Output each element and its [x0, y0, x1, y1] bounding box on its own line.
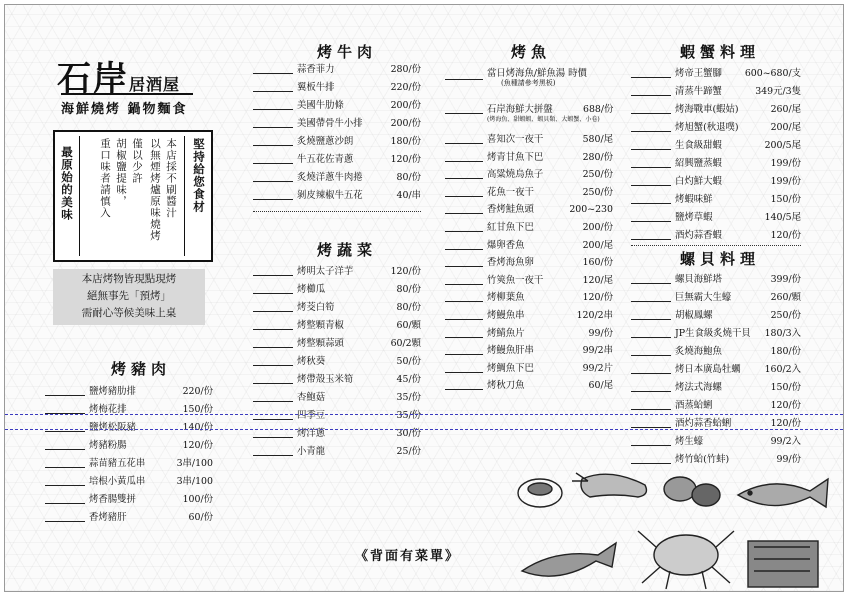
crab-icon — [654, 535, 718, 575]
veg-item-price: 35/份 — [396, 392, 421, 403]
fish-item-name: 烤秋刀魚 — [487, 380, 525, 392]
section-title-crab: 蝦蟹料理 — [680, 43, 761, 61]
order-blank — [445, 213, 483, 214]
pork-item — [45, 455, 213, 473]
pork-item-name: 鹽烤豬肋排 — [89, 386, 136, 397]
beef-item-price: 80/份 — [396, 172, 421, 183]
beef-item-price: 40/串 — [396, 190, 421, 201]
shrimp-icon — [581, 474, 646, 497]
crab-item-price: 150/份 — [770, 194, 801, 205]
fish-item-price: 200/尾 — [582, 239, 613, 251]
veg-item-name: 烤茭白筍 — [297, 302, 335, 313]
crab-item-price: 600~680/支 — [744, 68, 801, 79]
crab-item-name: 烤蝦味鮮 — [675, 194, 713, 205]
order-blank — [631, 221, 671, 222]
order-blank — [445, 249, 483, 250]
shell-item-price: 120/份 — [770, 400, 801, 411]
crab-item-price: 140/5尾 — [764, 212, 801, 223]
crab-item-name: 生食級甜蝦 — [675, 140, 722, 151]
fish-item — [445, 149, 613, 167]
order-blank — [445, 354, 483, 355]
print-guide-line-1 — [5, 414, 843, 415]
order-blank — [631, 185, 671, 186]
order-blank — [631, 283, 671, 284]
logo-main-text: 石岸 — [57, 59, 129, 99]
veg-item — [253, 299, 421, 317]
order-blank — [445, 266, 483, 267]
section-title-pork: 烤豬肉 — [111, 360, 172, 378]
fish-item-price: 120/份 — [582, 292, 613, 304]
crab-item-name: 烤旭蟹(秋退噗) — [675, 122, 739, 133]
order-blank — [631, 113, 671, 114]
fish-special-2-blank — [445, 113, 483, 114]
shell-item-name: 螺貝海鮮塔 — [675, 274, 722, 285]
pork-item-name: 烤豬粉腸 — [89, 440, 127, 451]
order-blank — [253, 311, 293, 312]
crab-item-price: 200/5尾 — [764, 140, 801, 151]
beef-item — [253, 61, 421, 79]
order-blank — [445, 284, 483, 285]
order-blank — [445, 178, 483, 179]
shell-item — [631, 307, 801, 325]
intro-divider-left — [79, 136, 80, 256]
order-blank — [45, 503, 85, 504]
veg-list — [253, 263, 421, 461]
beef-item-name: 炙燒洋蔥牛肉捲 — [297, 172, 363, 183]
beef-item-name: 美國帶骨牛小排 — [297, 118, 363, 129]
crab-item — [631, 155, 801, 173]
notice-box — [53, 269, 205, 325]
crab-item-price: 349元/3隻 — [755, 86, 801, 97]
order-blank — [445, 161, 483, 162]
fish-item — [445, 219, 613, 237]
shell-item-price: 160/2入 — [764, 364, 801, 375]
order-blank — [631, 355, 671, 356]
order-blank — [631, 131, 671, 132]
intro-col-1: 堅持給您食材 — [192, 138, 206, 213]
veg-item-name: 烤帶殼玉米筍 — [297, 374, 354, 385]
order-blank — [253, 91, 293, 92]
pork-item-name: 烤香腸雙拼 — [89, 494, 136, 505]
crab-item-price: 199/份 — [770, 176, 801, 187]
order-blank — [631, 319, 671, 320]
pork-item-price: 3串/100 — [176, 458, 213, 469]
veg-item-name: 四季豆 — [297, 410, 326, 421]
fish-item — [445, 166, 613, 184]
pork-list — [45, 383, 213, 527]
beef-item-price: 280/份 — [390, 64, 421, 75]
order-blank — [445, 372, 483, 373]
intro-col-7: 最原始的美味 — [60, 146, 74, 221]
beef-item — [253, 187, 421, 205]
fish-list — [445, 131, 613, 395]
seafood-illustration — [510, 467, 840, 591]
notice-line-1: 本店烤物皆現點現烤 — [81, 273, 177, 285]
veg-item-price: 60/顆 — [396, 320, 421, 331]
fish-item-name: 香烤海魚卵 — [487, 257, 534, 269]
fish-item-name: 烤青甘魚下巴 — [487, 151, 544, 163]
order-blank — [631, 337, 671, 338]
order-blank — [631, 239, 671, 240]
veg-item-price: 30/份 — [396, 428, 421, 439]
fish-item-name: 烤鯛魚下巴 — [487, 362, 534, 374]
shell-item-name: JP生食級炙燒干貝 — [675, 328, 751, 339]
order-blank — [253, 127, 293, 128]
fish-special-2-name: 石岸海鮮大拼盤 — [487, 104, 553, 115]
shell-item — [631, 361, 801, 379]
pork-item-price: 100/份 — [182, 494, 213, 505]
fish-special-2-note: (烤海魚、甜蝦蝦、蝦貝類、大蝦蟹、小卷) — [487, 116, 600, 123]
veg-item-name: 小青龍 — [297, 446, 326, 457]
crab-item — [631, 173, 801, 191]
shell-item-price: 260/顆 — [770, 292, 801, 303]
veg-item — [253, 263, 421, 281]
order-blank — [253, 275, 293, 276]
order-blank — [631, 391, 671, 392]
beef-item — [253, 79, 421, 97]
fish-item — [445, 325, 613, 343]
intro-col-6: 重口味者請慎入 — [99, 138, 111, 219]
beef-item — [253, 151, 421, 169]
print-guide-line-2 — [5, 429, 843, 430]
crab-item — [631, 101, 801, 119]
order-blank — [631, 167, 671, 168]
order-blank — [445, 196, 483, 197]
fish-item-name: 烤鰻魚肝串 — [487, 345, 534, 357]
pork-item-name: 鹽烤松阪豬 — [89, 422, 136, 433]
order-blank — [631, 301, 671, 302]
shell-item — [631, 325, 801, 343]
fish-item-name: 花魚一夜干 — [487, 186, 534, 198]
order-blank — [253, 181, 293, 182]
fish-item — [445, 237, 613, 255]
pork-item-name: 培根小黃瓜串 — [89, 476, 146, 487]
shell-item — [631, 397, 801, 415]
fish-item-name: 香烤鮭魚頭 — [487, 204, 534, 216]
shell-item — [631, 343, 801, 361]
shell-item-name: 酒蒸蛤蜊 — [675, 400, 713, 411]
shell-item-price: 99/2入 — [770, 436, 801, 447]
veg-item-name: 烤秋葵 — [297, 356, 326, 367]
fish-item-price: 120/2串 — [576, 309, 613, 321]
order-blank — [253, 347, 293, 348]
fish-special-1-blank — [445, 79, 483, 80]
pork-item-price: 120/份 — [182, 440, 213, 451]
sardine-icon — [522, 543, 616, 576]
beef-item-name: 炙燒鹽蔥沙朗 — [297, 136, 354, 147]
order-blank — [253, 437, 293, 438]
beef-item-name: 美國牛肋條 — [297, 100, 344, 111]
beef-item-name: 蒜香菲力 — [297, 64, 335, 75]
fish-item-price: 200/份 — [582, 221, 613, 233]
shell-item-name: 酒灼蒜香蛤蜊 — [675, 418, 732, 429]
shell-item — [631, 379, 801, 397]
fish-item — [445, 342, 613, 360]
section-title-shell: 螺貝料理 — [680, 250, 761, 268]
order-blank — [631, 95, 671, 96]
fish-item-name: 烤鯖魚片 — [487, 327, 525, 339]
notice-line-3: 需耐心等候美味上桌 — [81, 307, 177, 319]
fish-item — [445, 131, 613, 149]
pork-item-name: 香烤豬肝 — [89, 512, 127, 523]
intro-col-5: 胡椒鹽提味， — [115, 138, 127, 207]
fish-special-1-name: 當日烤海魚/鮮魚湯 時價 — [487, 68, 587, 79]
shell-item-price: 399/份 — [770, 274, 801, 285]
order-blank — [631, 409, 671, 410]
crab-item-name: 烤帝王蟹腳 — [675, 68, 722, 79]
veg-item — [253, 425, 421, 443]
veg-item-price: 25/份 — [396, 446, 421, 457]
order-blank — [631, 373, 671, 374]
order-blank — [631, 149, 671, 150]
shell-item-name: 炙燒海鮑魚 — [675, 346, 722, 357]
fish-item-name: 紅甘魚下巴 — [487, 221, 534, 233]
veg-item — [253, 407, 421, 425]
beef-item-name: 剝皮辣椒牛五花 — [297, 190, 363, 201]
fish-item-price: 160/份 — [582, 257, 613, 269]
pork-item — [45, 473, 213, 491]
section-title-beef: 烤牛肉 — [317, 43, 378, 61]
beef-item — [253, 133, 421, 151]
crab-item-price: 120/份 — [770, 230, 801, 241]
crab-item — [631, 119, 801, 137]
beef-item-price: 180/份 — [390, 136, 421, 147]
order-blank — [45, 467, 85, 468]
fish-item-price: 99/2串 — [582, 345, 613, 357]
pork-item-price: 140/份 — [182, 422, 213, 433]
crab-item-name: 酒灼蒜香蝦 — [675, 230, 722, 241]
beef-divider — [253, 211, 421, 212]
logo-divider — [61, 93, 193, 95]
fish-item — [445, 307, 613, 325]
fish-special-1-note: (魚種請參考黑板) — [501, 79, 556, 87]
fish-item — [445, 289, 613, 307]
order-blank — [45, 521, 85, 522]
crab-item-price: 199/份 — [770, 158, 801, 169]
pork-item — [45, 509, 213, 527]
pork-item-price: 150/份 — [182, 404, 213, 415]
fish-item-name: 竹筴魚一夜干 — [487, 274, 544, 286]
fish-item-price: 280/份 — [582, 151, 613, 163]
crab-item — [631, 209, 801, 227]
order-blank — [445, 337, 483, 338]
order-blank — [445, 143, 483, 144]
pork-item — [45, 383, 213, 401]
shell-item-price: 180/份 — [770, 346, 801, 357]
veg-item-name: 烤櫛瓜 — [297, 284, 326, 295]
shell-item — [631, 289, 801, 307]
veg-item-price: 45/份 — [396, 374, 421, 385]
order-blank — [45, 449, 85, 450]
section-title-veg: 烤蔬菜 — [317, 241, 378, 259]
intro-col-2: 本店採不刷醬汁 — [165, 138, 177, 219]
crab-item — [631, 191, 801, 209]
intro-col-4: 僅以少許 — [131, 138, 143, 184]
fish-item-price: 200~230 — [569, 204, 613, 216]
logo-sub-text: 居酒屋 — [129, 75, 181, 94]
shell-item — [631, 433, 801, 451]
order-blank — [445, 319, 483, 320]
fish-item-name: 高粱燒烏魚子 — [487, 169, 544, 181]
shell-item-price: 150/份 — [770, 382, 801, 393]
shell-item-price: 180/3入 — [764, 328, 801, 339]
fish-item-price: 250/份 — [582, 169, 613, 181]
order-blank — [253, 455, 293, 456]
order-blank — [445, 231, 483, 232]
fish-item-price: 580/尾 — [582, 134, 613, 145]
crab-divider — [631, 245, 801, 246]
shell-item-name: 胡椒鳳螺 — [675, 310, 713, 321]
crab-item — [631, 65, 801, 83]
fish-item-name: 喜知次一夜干 — [487, 134, 544, 145]
fish-item — [445, 272, 613, 290]
order-blank — [253, 365, 293, 366]
crab-item-name: 清蒸牛蹄蟹 — [675, 86, 722, 97]
clam-icon — [664, 477, 696, 501]
beef-item — [253, 115, 421, 133]
order-blank — [445, 301, 483, 302]
fish-item-name: 爆卵香魚 — [487, 239, 525, 251]
fish-item-price: 120/尾 — [582, 274, 613, 286]
veg-item-price: 80/份 — [396, 284, 421, 295]
veg-item — [253, 353, 421, 371]
order-blank — [253, 163, 293, 164]
crab-item-name: 紹興鹽蒸蝦 — [675, 158, 722, 169]
fish-item — [445, 184, 613, 202]
shell-item-name: 烤日本廣島牡蠣 — [675, 364, 741, 375]
order-blank — [631, 463, 671, 464]
order-blank — [253, 383, 293, 384]
order-blank — [631, 445, 671, 446]
veg-item-name: 杏鮑菇 — [297, 392, 326, 403]
shell-item-price: 250/份 — [770, 310, 801, 321]
intro-col-3: 以無煙烤爐原味燒烤 — [149, 138, 161, 242]
veg-item-price: 80/份 — [396, 302, 421, 313]
fish-item — [445, 360, 613, 378]
fish-item — [445, 201, 613, 219]
beef-item — [253, 169, 421, 187]
fish-special-2-price: 688/份 — [583, 104, 614, 115]
veg-item-price: 35/份 — [396, 410, 421, 421]
section-title-fish: 烤魚 — [511, 43, 552, 61]
beef-item-name: 牛五花佐青蔥 — [297, 154, 354, 165]
pork-item — [45, 437, 213, 455]
fish-item-price: 99/2片 — [582, 362, 613, 374]
pork-item-price: 220/份 — [182, 386, 213, 397]
menu-page — [4, 4, 844, 592]
order-blank — [253, 109, 293, 110]
fish-item — [445, 254, 613, 272]
shell-item-name: 烤法式海螺 — [675, 382, 722, 393]
fish-item-name: 烤柳葉魚 — [487, 292, 525, 304]
veg-item — [253, 443, 421, 461]
veg-item-price: 50/份 — [396, 356, 421, 367]
crab-item-price: 260/尾 — [770, 104, 801, 115]
beef-item-price: 200/份 — [390, 118, 421, 129]
pork-item-name: 烤梅花排 — [89, 404, 127, 415]
shell-item — [631, 271, 801, 289]
logo-tagline: 海鮮燒烤 鍋物麵食 — [61, 102, 188, 117]
shell-item-name: 烤生蠔 — [675, 436, 704, 447]
crab-item — [631, 83, 801, 101]
order-blank — [253, 73, 293, 74]
crab-item-name: 白灼鮮大蝦 — [675, 176, 722, 187]
fish-item — [445, 377, 613, 395]
fish-item-name: 烤鰻魚串 — [487, 309, 525, 321]
veg-item — [253, 317, 421, 335]
order-blank — [253, 145, 293, 146]
shell-list — [631, 271, 801, 469]
pork-item — [45, 491, 213, 509]
order-blank — [45, 431, 85, 432]
beef-item-price: 200/份 — [390, 100, 421, 111]
order-blank — [45, 395, 85, 396]
pork-item-name: 蒜苗豬五花串 — [89, 458, 146, 469]
veg-item — [253, 389, 421, 407]
shell-item-name: 烤竹蛤(竹蚌) — [675, 454, 730, 465]
veg-item-name: 烤整顆蒜頭 — [297, 338, 344, 349]
fish-item-price: 250/份 — [582, 186, 613, 198]
fish-basket-icon — [748, 541, 818, 587]
order-blank — [631, 427, 671, 428]
order-blank — [631, 77, 671, 78]
pork-item — [45, 419, 213, 437]
shell-item-price: 99/份 — [776, 454, 801, 465]
notice-line-2: 絕無事先「預烤」 — [87, 290, 171, 302]
crab-item — [631, 137, 801, 155]
veg-item-name: 烤洋蔥 — [297, 428, 326, 439]
crab-item — [631, 227, 801, 245]
beef-item-price: 120/份 — [390, 154, 421, 165]
order-blank — [253, 401, 293, 402]
fish-item-price: 99/份 — [588, 327, 613, 339]
pork-item-price: 60/份 — [188, 512, 213, 523]
back-side-note: 《背面有菜單》 — [355, 549, 461, 564]
veg-item-price: 60/2顆 — [390, 338, 421, 349]
pork-item-price: 3串/100 — [176, 476, 213, 487]
crab-item-name: 烤海戰車(蝦姑) — [675, 104, 739, 115]
veg-item — [253, 335, 421, 353]
veg-item-name: 烤明太子洋芋 — [297, 266, 354, 277]
order-blank — [445, 389, 483, 390]
crab-item-name: 鹽烤草蝦 — [675, 212, 713, 223]
crab-list — [631, 65, 801, 245]
beef-item — [253, 97, 421, 115]
beef-list — [253, 61, 421, 205]
order-blank — [253, 419, 293, 420]
shell-item — [631, 415, 801, 433]
beef-item-price: 220/份 — [390, 82, 421, 93]
intro-divider-right — [184, 136, 185, 256]
order-blank — [253, 329, 293, 330]
shell-item-price: 120/份 — [770, 418, 801, 429]
crab-item-price: 200/尾 — [770, 122, 801, 133]
beef-item-name: 翼板牛排 — [297, 82, 335, 93]
pork-item — [45, 401, 213, 419]
order-blank — [631, 203, 671, 204]
shell-item-name: 巨無霸大生蠔 — [675, 292, 732, 303]
order-blank — [253, 199, 293, 200]
veg-item — [253, 281, 421, 299]
fish-item-price: 60/尾 — [588, 380, 613, 392]
order-blank — [45, 485, 85, 486]
veg-item-price: 120/份 — [390, 266, 421, 277]
intro-box — [53, 130, 213, 262]
veg-item — [253, 371, 421, 389]
order-blank — [253, 293, 293, 294]
veg-item-name: 烤整顆青椒 — [297, 320, 344, 331]
